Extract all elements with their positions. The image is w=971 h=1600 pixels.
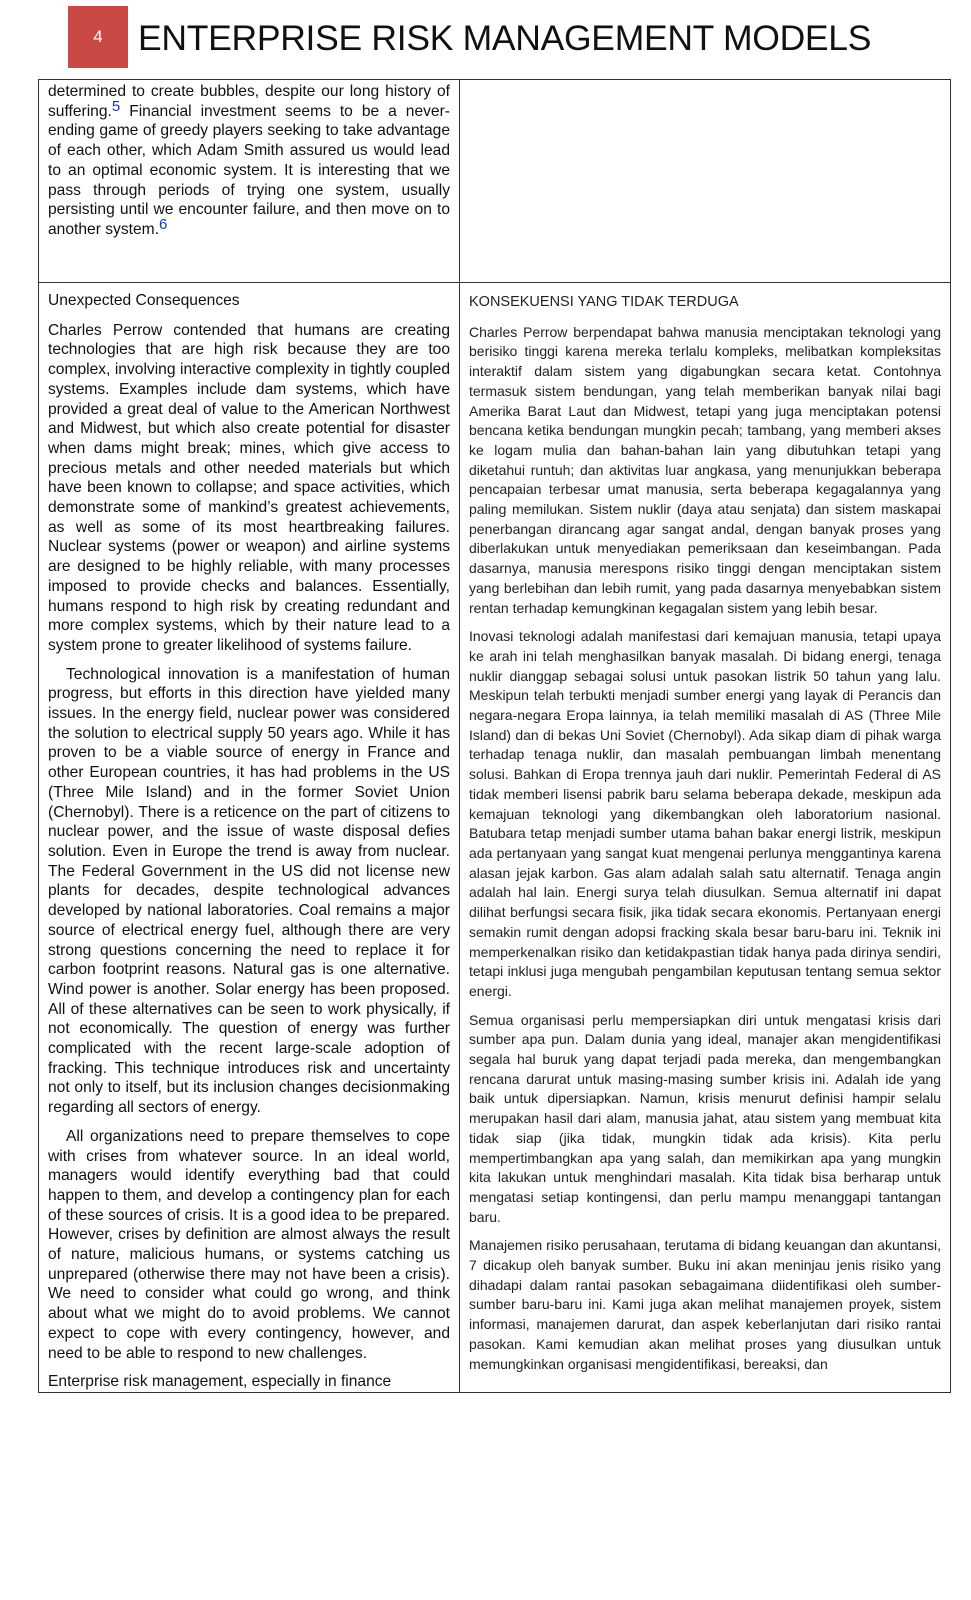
indonesian-paragraph: Semua organisasi perlu mempersiapkan diri untuk mengatasi krisis dari sumber apa pun. Dalam dunia yang ideal, manajer akan mengidentifikasi segala hal buruk yang dapat terjadi pada mereka, dan mengembangkan rencana darurat untuk masing-masing sumber krisis ini. Adalah ide yang baik untuk dipersiapkan. Namun, krisis menurut definisi hampir selalu merupakan hasil dari alam, manusia jahat, atau sistem yang membuat kita tidak siap (jika tidak, mungkin tidak ada krisis). Kita perlu mempertimbangkan apa yang salah, dan memikirkan apa yang mungkin kita lakukan untuk menghindari masalah. Kita tidak bisa berharap untuk mengatasi setiap kontingensi, dan perlu mampu menanggapi tantangan baru. xyxy=(469,1011,941,1225)
footnote-marker: 6 xyxy=(158,215,168,233)
indonesian-paragraph: Charles Perrow berpendapat bahwa manusia menciptakan teknologi yang berisiko tinggi karena mereka terlalu kompleks, melibatkan kompleksitas interaktif dalam sistem yang digabungkan secara ketat. Contohnya termasuk sistem bendungan, yang telah memberikan banyak nilai bagi Amerika Barat Laut dan Midwest, tetapi yang juga menciptakan potensi bencana ketika bendungan mungkin pecah; tambang, yang memberi akses ke logam mulia dan bahan-bahan lain yang dibutuhkan tetapi yang diketahui runtuh; dan aktivitas luar angkasa, yang menunjukkan beberapa pencapaian terbesar umat manusia, serta beberapa kegagalannya yang paling memilukan. Sistem nuklir (daya atau senjata) dan sistem maskapai penerbangan dirancang agar sangat andal, dengan banyak proses yang diberlakukan untuk menyediakan pemeriksaan dan keseimbangan. Pada dasarnya, manusia merespons risiko tinggi dengan menciptakan sistem yang berlebihan dan lebih rumit, yang pada dasarnya menyebabkan sistem rentan terhadap kemungkinan kegagalan sistem yang lebih besar. xyxy=(469,323,941,616)
paragraph-text: determined to create bubbles, despite our long history of suffering. xyxy=(48,83,450,120)
footnote-marker: 5 xyxy=(111,97,121,115)
english-cell xyxy=(39,80,460,283)
english-paragraph: Enterprise risk management, especially in finance xyxy=(48,1373,392,1391)
indonesian-paragraph: Manajemen risiko perusahaan, terutama di bidang keuangan dan akuntansi, 7 dicakup oleh banyak sumber. Buku ini akan meninjau jenis risiko yang dihadapi dalam rantai pasokan sebagaimana diidentifikasi oleh sumber-sumber baru-baru ini. Kami juga akan melihat manajemen proyek, sistem informasi, manajemen darurat, dan aspek keberlanjutan dari risiko rantai pasokan. Kami kemudian akan melihat proses yang diusulkan untuk memungkinkan organisasi mengidentifikasi, bereaksi, dan xyxy=(469,1237,941,1372)
bilingual-text-table xyxy=(38,79,951,1393)
indonesian-paragraph: Inovasi teknologi adalah manifestasi dari kemajuan manusia, tetapi upaya ke arah ini telah menghasilkan banyak masalah. Di bidang energi, tenaga nuklir dianggap sebagai solusi untuk pasokan listrik 50 tahun yang lalu. Meskipun telah terbukti menjadi sumber energi yang layak di Perancis dan negara-negara Eropa lainnya, ia telah memiliki masalah di AS (Three Mile Island) dan di bekas Uni Soviet (Chernobyl). Ada sikap diam di pihak warga terhadap tenaga nuklir, dan masalah pembuangan limbah menentang solusi. Bahkan di Eropa trennya jauh dari nuklir. Pemerintah Federal di AS tidak memberi lisensi pabrik baru selama beberapa dekade, meskipun ada kemajuan teknologi yang dikembangkan oleh laboratorium nasional. Batubara tetap menjadi sumber utama bahan bakar energi listrik, meskipun ada pertanyaan yang sangat kuat mengenai perlunya menggantinya karena alasan jejak karbon. Gas alam adalah salah satu alternatif. Tenaga angin adalah hal lain. Energi surya telah diusulkan. Semua alternatif ini dapat dilihat berfungsi secara fisik, jika tidak secara ekonomis. Pertanyaan energi semakin rumit dengan adopsi fracking skala besar baru-baru ini. Teknik ini memperkenalkan risiko dan ketidakpastian tidak hanya pada dirinya sendiri, tetapi inklusi juga mengubah pengambilan keputusan tentang semua sektor energi. xyxy=(469,628,941,999)
english-cell xyxy=(39,283,460,1393)
table-row xyxy=(39,283,951,1393)
paragraph-text: Financial investment seems to be a never-ending game of greedy players seeking to take advantage of each other, which Adam Smith assured us would lead to an optimal economic system. It is interesting that we pass through periods of trying one system, usually persisting until we encounter failure, and then move on to another system. xyxy=(48,102,450,238)
page-number: 4 xyxy=(93,27,103,46)
english-paragraph xyxy=(48,82,450,240)
section-heading-id: KONSEKUENSI YANG TIDAK TERDUGA xyxy=(469,294,739,310)
indonesian-cell xyxy=(460,283,951,1393)
page-number-badge xyxy=(68,6,128,68)
english-paragraph: Technological innovation is a manifestation of human progress, but efforts in this direction have yielded many issues. In the energy field, nuclear power was considered the solution to electrical supply 50 years ago. While it has proven to be a viable source of energy in France and other European countries, it has had problems in the US (Three Mile Island) and in the former Soviet Union (Chernobyl). There is a reticence on the part of citizens to nuclear power, and the issue of waste disposal defies solution. Even in Europe the trend is away from nuclear. The Federal Government in the US did not license new plants for decades, despite technological advances developed by national laboratories. Coal remains a major source of electrical energy fuel, although there are very strong questions concerning the need to replace it for carbon footprint reasons. Natural gas is one alternative. Wind power is another. Solar energy has been proposed. All of these alternatives can be seen to work physically, if not economically. The question of energy was further complicated with the recent large-scale adoption of fracking. This technique introduces risk and uncertainty not only to itself, but its inclusion changes decisionmaking regarding all sectors of energy. xyxy=(48,665,450,1117)
section-heading-en: Unexpected Consequences xyxy=(48,292,240,309)
indonesian-cell-empty xyxy=(460,80,951,283)
english-paragraph: Charles Perrow contended that humans are creating technologies that are high risk because they are too complex, involving interactive complexity in tightly coupled systems. Examples include dam systems, which have provided a great deal of value to the American Northwest and Midwest, but which also create potential for disaster when dams might break; mines, which give access to precious metals and other needed materials but which have been known to collapse; and space activities, which demonstrate some of mankind’s greatest achievements, as well as some of its most heartbreaking failures. Nuclear systems (power or weapon) and airline systems are designed to be highly reliable, with many processes imposed to provide checks and balances. Essentially, humans respond to high risk by creating redundant and more complex systems, which by their nature lead to a system prone to greater likelihood of systems failure. xyxy=(48,321,450,654)
table-row xyxy=(39,80,951,283)
page-title: ENTERPRISE RISK MANAGEMENT MODELS xyxy=(138,18,872,58)
english-paragraph: All organizations need to prepare themselves to cope with crises from whatever source. In an ideal world, managers would identify everything bad that could happen to them, and develop a contingency plan for each of these sources of crisis. It is a good idea to be prepared. However, crises by definition are almost always the result of nature, malicious humans, or systems catching us unprepared (otherwise there may not have been a crisis). We need to consider what could go wrong, and think about what we might do to avoid problems. We cannot expect to cope with every contingency, however, and need to be able to respond to new challenges. xyxy=(48,1127,450,1362)
